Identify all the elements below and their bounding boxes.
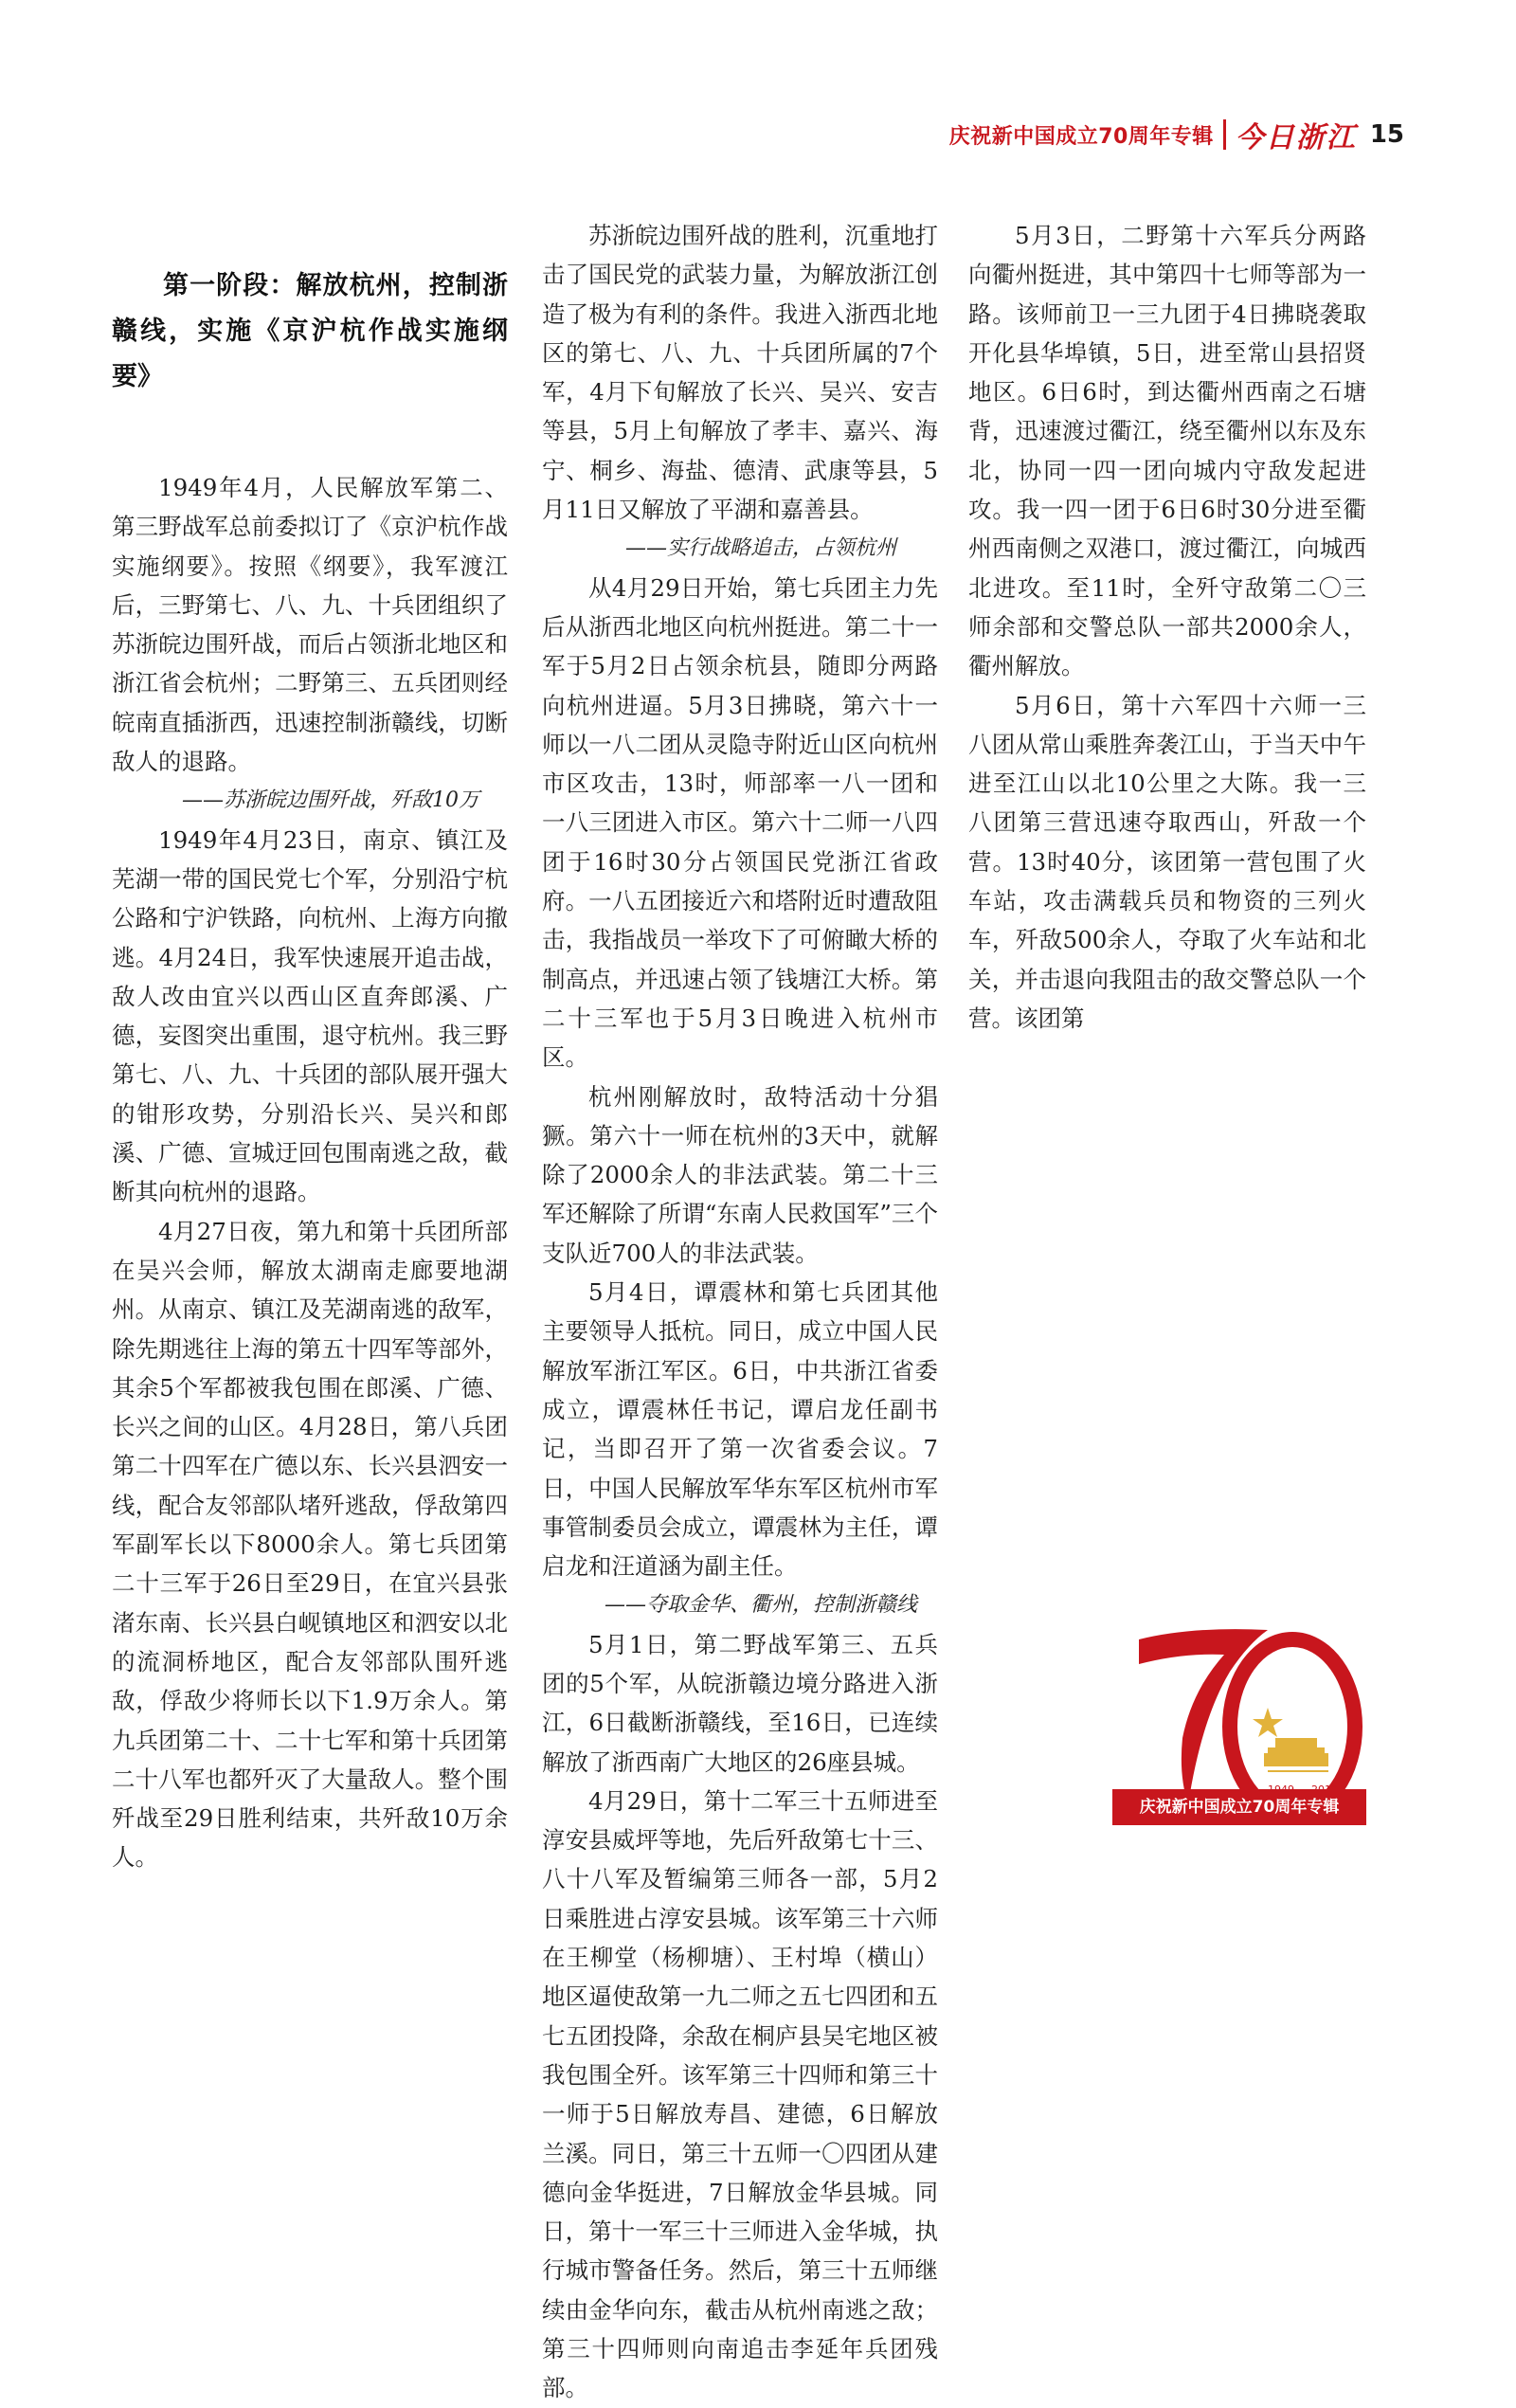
header-title: 庆祝新中国成立70周年专辑 xyxy=(948,124,1214,149)
paragraph: 苏浙皖边围歼战的胜利，沉重地打击了国民党的武装力量，为解放浙江创造了极为有利的条件。我进入浙西北地区的第七、八、九、十兵团所属的7个军，4月下旬解放了长兴、吴兴、安吉等县，5月上旬解放了孝丰、嘉兴、海宁、桐乡、海盐、德清、武康等县，5月11日又解放了平湖和嘉善县。 xyxy=(542,222,938,524)
paragraph: 杭州刚解放时，敌特活动十分猖獗。第六十一师在杭州的3天中，就解除了2000余人的非法武装。第二十三军还解除了所谓“东南人民救国军”三个支队近700人的非法武装。 xyxy=(542,1082,938,1267)
paragraph: 1949年4月23日，南京、镇江及芜湖一带的国民党七个军，分别沿宁杭公路和宁沪铁路，向杭州、上海方向撤逃。4月24日，我军快速展开追击战，敌人改由宜兴以西山区直奔郎溪、广德，妄图突出重围，退守杭州。我三野第七、八、九、十兵团的部队展开强大的钳形攻势，分别沿长兴、吴兴和郎溪、广德、宣城迂回包围南逃之敌，截断其向杭州的退路。 xyxy=(112,825,508,1206)
sub-heading: ——苏浙皖边围歼战，歼敌10万 xyxy=(182,788,479,813)
sub-heading: ——夺取金华、衢州，控制浙赣线 xyxy=(604,1593,917,1618)
paragraph: 5月4日，谭震林和第七兵团其他主要领导人抵杭。同日，成立中国人民解放军浙江军区。6日，中共浙江省委成立，谭震林任书记，谭启龙任副书记，当即召开了第一次省委会议。7日，中国人民解放军华东军区杭州市军事管制委员会成立，谭震林为主任，谭启龙和汪道涵为副主任。 xyxy=(542,1278,938,1581)
magazine-logo: 今日浙江 xyxy=(1235,121,1357,154)
paragraph: 5月1日，第二野战军第三、五兵团的5个军，从皖浙赣边境分路进入浙江，6日截断浙赣线，至16日，已连续解放了浙西南广大地区的26座县城。 xyxy=(542,1630,938,1776)
sub-heading: ——实行战略追击，占领杭州 xyxy=(624,536,896,561)
page-header xyxy=(949,116,1404,154)
header-divider xyxy=(1223,119,1226,150)
column-1 xyxy=(112,216,508,1877)
column-3 xyxy=(968,216,1366,1038)
paragraph: 5月6日，第十六军四十六师一三八团从常山乘胜奔袭江山，于当天中午进至江山以北10公里之大陈。我一三八团第三营迅速夺取西山，歼敌一个营。13时40分，该团第一营包围了火车站，攻击满载兵员和物资的三列火车，歼敌500余人，夺取了火车站和北关，并击退向我阻击的敌交警总队一个营。该团第 xyxy=(968,691,1366,1032)
emblem-caption: 庆祝新中国成立70周年专辑 xyxy=(1112,1789,1366,1825)
page-number: 15 xyxy=(1369,120,1404,149)
paragraph: 1949年4月，人民解放军第二、第三野战军总前委拟订了《京沪杭作战实施纲要》。按照《纲要》，我军渡江后，三野第七、八、九、十兵团组织了苏浙皖边围歼战，而后占领浙北地区和浙江省会杭州；二野第三、五兵团则经皖南直插浙西，迅速控制浙赣线，切断敌人的退路。 xyxy=(112,474,508,776)
paragraph: 从4月29日开始，第七兵团主力先后从浙西北地区向杭州挺进。第二十一军于5月2日占领余杭县，随即分两路向杭州进逼。5月3日拂晓，第六十一师以一八二团从灵隐寺附近山区向杭州市区攻击，13时，师部率一八一团和一八三团进入市区。第六十二师一八四团于16时30分占领国民党浙江省政府。一八五团接近六和塔附近时遭敌阻击，我指战员一举攻下了可俯瞰大桥的制高点，并迅速占领了钱塘江大桥。第二十三军也于5月3日晚进入杭州市区。 xyxy=(542,573,938,1072)
section-heading: 第一阶段：解放杭州，控制浙赣线，实施《京沪杭作战实施纲要》 xyxy=(112,271,508,391)
column-2 xyxy=(542,216,938,2408)
paragraph: 5月3日，二野第十六军兵分两路向衢州挺进，其中第四十七师等部为一路。该师前卫一三九团于4日拂晓袭取开化县华埠镇，5日，进至常山县招贤地区。6日6时，到达衢州西南之石塘背，迅速渡过衢江，绕至衢州以东及东北，协同一四一团向城内守敌发起进攻。我一四一团于6日6时30分进至衢州西南侧之双港口，渡过衢江，向城西北进攻。至11时，全歼守敌第二〇三师余部和交警总队一部共2000余人，衢州解放。 xyxy=(968,222,1366,680)
paragraph: 4月29日，第十二军三十五师进至淳安县威坪等地，先后歼敌第七十三、八十八军及暂编第三师各一部，5月2日乘胜进占淳安县城。该军第三十六师在王柳堂（杨柳塘）、王村埠（横山）地区逼使敌第一九二师之五七四团和五七五团投降，余敌在桐庐县吴宅地区被我包围全歼。该军第三十四师和第三十一师于5日解放寿昌、建德，6日解放兰溪。同日，第三十五师一〇四团从建德向金华挺进，7日解放金华县城。同日，第十一军三十三师进入金华城，执行城市警备任务。然后，第三十五师继续由金华向东，截击从杭州南逃之敌；第三十四师则向南追击李延年兵团残部。 xyxy=(542,1786,938,2402)
paragraph: 4月27日夜，第九和第十兵团所部在吴兴会师，解放太湖南走廊要地湖州。从南京、镇江及芜湖南逃的敌军，除先期逃往上海的第五十四军等部外，其余5个军都被我包围在郎溪、广德、长兴之间的山区。4月28日，第八兵团第二十四军在广德以东、长兴县泗安一线，配合友邻部队堵歼逃敌，俘敌第四军副军长以下8000余人。第七兵团第二十三军于26日至29日，在宜兴县张渚东南、长兴县白岘镇地区和泗安以北的流洞桥地区，配合友邻部队围歼逃敌，俘敌少将师长以下1.9万余人。第九兵团第二十、二十七军和第十兵团第二十八军也都歼灭了大量敌人。整个围歼战至29日胜利结束，共歼敌10万余人。 xyxy=(112,1217,508,1872)
